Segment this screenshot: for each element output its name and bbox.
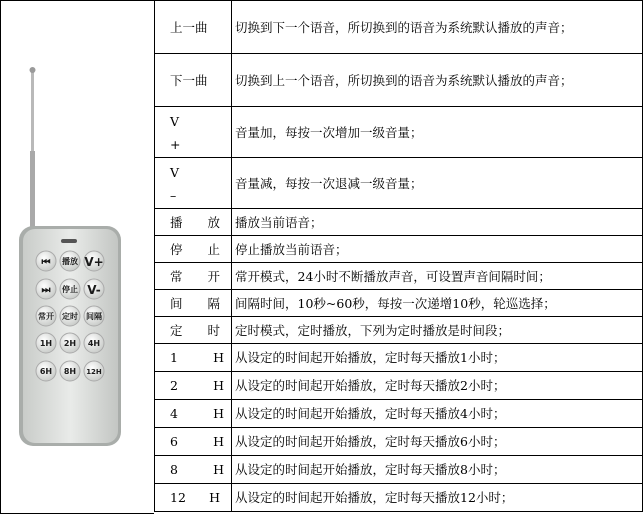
row-description: 切换到上一个语音，所切换到的语音为系统默认播放的声音； [232, 54, 643, 107]
row-key: 1 H [155, 344, 232, 372]
svg-text:8H: 8H [63, 367, 77, 376]
row-description: 切换到下一个语音，所切换到的语音为系统默认播放的声音； [232, 1, 643, 54]
key-letter: V [170, 114, 180, 129]
svg-text:常开: 常开 [38, 312, 54, 321]
svg-text:⏭: ⏭ [41, 285, 51, 296]
timer-button [60, 306, 80, 326]
row-description: 播放当前语音； [232, 209, 643, 236]
row-description: 从设定的时间起开始播放，定时每天播放6小时； [232, 428, 643, 456]
row-description: 停止播放当前语音； [232, 236, 643, 263]
svg-text:4H: 4H [87, 339, 101, 348]
row-key: 4 H [155, 400, 232, 428]
svg-text:V-: V- [87, 283, 101, 297]
table-row [155, 263, 643, 290]
table-row [155, 54, 643, 107]
table-row [155, 236, 643, 263]
table-row [155, 1, 643, 54]
normal-open-button [36, 306, 56, 326]
remote-photo-cell [0, 0, 154, 514]
stop-button [60, 279, 80, 299]
svg-text:停止: 停止 [62, 285, 78, 294]
key-letter: V [170, 165, 180, 180]
row-description: 音量减，每按一次退减一级音量； [232, 158, 643, 209]
function-table [154, 0, 643, 512]
table-row [155, 372, 643, 400]
row-key: 2 H [155, 372, 232, 400]
table-row [155, 344, 643, 372]
4h-button [84, 333, 104, 353]
svg-text:2H: 2H [63, 339, 77, 348]
row-key: 上一曲 [155, 1, 232, 54]
row-description: 间隔时间，10秒~60秒，每按一次递增10秒，轮巡选择； [232, 290, 643, 317]
row-description: 从设定的时间起开始播放，定时每天播放8小时； [232, 456, 643, 484]
8h-button [60, 361, 80, 381]
key-sign: + [170, 137, 181, 152]
6h-button [36, 361, 56, 381]
row-description: 定时模式，定时播放，下列为定时播放是时间段； [232, 317, 643, 344]
svg-text:6H: 6H [39, 367, 53, 376]
row-description: 从设定的时间起开始播放，定时每天播放1小时； [232, 344, 643, 372]
svg-text:定时: 定时 [62, 312, 78, 321]
play-button [60, 251, 80, 271]
led-indicator [61, 239, 77, 243]
next-button [36, 279, 56, 299]
svg-text:1H: 1H [39, 339, 53, 348]
svg-text:V+: V+ [84, 255, 104, 269]
row-key [155, 158, 232, 209]
svg-text:间隔: 间隔 [86, 312, 102, 321]
table-row [155, 456, 643, 484]
row-description: 音量加，每按一次增加一级音量； [232, 107, 643, 158]
row-key: 停 止 [155, 236, 232, 263]
row-key: 间 隔 [155, 290, 232, 317]
remote-control-image [1, 1, 155, 515]
table-row [155, 107, 643, 158]
row-description: 常开模式，24小时不断播放声音，可设置声音间隔时间； [232, 263, 643, 290]
2h-button [60, 333, 80, 353]
prev-button [36, 251, 56, 271]
interval-button [84, 306, 104, 326]
row-description: 从设定的时间起开始播放，定时每天播放12小时； [232, 484, 643, 512]
table-row [155, 400, 643, 428]
svg-text:12H: 12H [86, 368, 102, 376]
row-key: 常 开 [155, 263, 232, 290]
1h-button [36, 333, 56, 353]
volume-down-button [84, 279, 104, 299]
12h-button [84, 361, 104, 381]
row-key: 定 时 [155, 317, 232, 344]
svg-text:播放: 播放 [62, 257, 78, 266]
table-row [155, 209, 643, 236]
table-row [155, 428, 643, 456]
row-description: 从设定的时间起开始播放，定时每天播放2小时； [232, 372, 643, 400]
key-sign: – [170, 188, 177, 203]
svg-text:⏮: ⏮ [41, 257, 51, 268]
row-description: 从设定的时间起开始播放，定时每天播放4小时； [232, 400, 643, 428]
table-row [155, 290, 643, 317]
table-row [155, 158, 643, 209]
row-key: 8 H [155, 456, 232, 484]
table-row [155, 317, 643, 344]
row-key: 下一曲 [155, 54, 232, 107]
row-key: 6 H [155, 428, 232, 456]
table-row [155, 484, 643, 512]
volume-up-button [84, 251, 104, 271]
row-key: 播 放 [155, 209, 232, 236]
row-key [155, 107, 232, 158]
row-key: 12 H [155, 484, 232, 512]
